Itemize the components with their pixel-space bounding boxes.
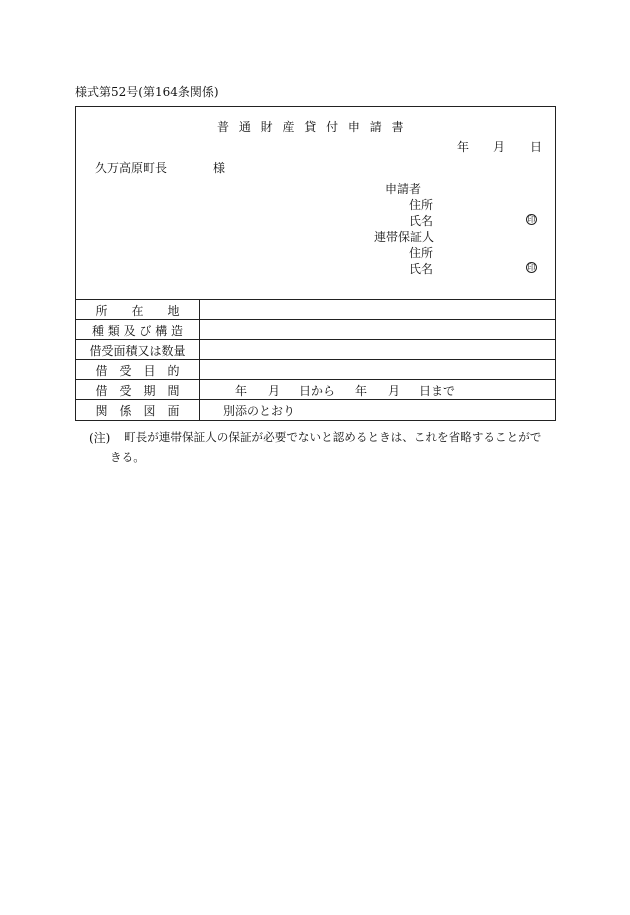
area-quantity-label: 借受面積又は数量 <box>89 343 186 358</box>
guarantor-address-label: 住所 <box>409 246 434 260</box>
period-start-year: 年 <box>235 383 248 398</box>
note-text-line1: 町長が連帯保証人の保証が必要でないと認めるときは、これを省略することがで <box>124 430 542 444</box>
guarantor-name-label: 氏名 <box>409 262 434 276</box>
applicant-address-label: 住所 <box>409 198 434 212</box>
purpose-label: 借 受 目 的 <box>95 363 180 378</box>
guarantor-heading: 連帯保証人 <box>374 230 435 244</box>
period-start-month: 月 <box>268 383 281 398</box>
period-start-day: 日から <box>299 383 336 398</box>
addressee-name: 久万高原町長 <box>95 161 168 175</box>
date-year: 年 <box>457 140 470 154</box>
note-marker: (注) <box>89 431 111 445</box>
applicant-name-label: 氏名 <box>409 214 434 228</box>
period-end-year: 年 <box>355 383 368 398</box>
note-text-line2: きる。 <box>110 450 145 464</box>
date-day: 日 <box>530 140 543 154</box>
date-month: 月 <box>493 140 506 154</box>
drawings-value: 別添のとおり <box>223 403 296 418</box>
guarantor-seal-icon: 印 <box>527 263 536 272</box>
form-title: 普 通 財 産 貸 付 申 請 書 <box>217 120 407 134</box>
period-end-day: 日まで <box>419 383 456 398</box>
application-form <box>75 106 556 421</box>
form-number: 様式第52号(第164条関係) <box>75 85 219 99</box>
period-label: 借 受 期 間 <box>95 383 180 398</box>
applicant-seal-icon: 印 <box>527 215 536 224</box>
addressee-honorific: 様 <box>213 161 226 175</box>
location-label: 所 在 地 <box>95 303 180 318</box>
drawings-label: 関 係 図 面 <box>95 403 180 418</box>
type-structure-label: 種 類 及 び 構 造 <box>91 323 184 338</box>
applicant-heading: 申請者 <box>385 182 422 196</box>
period-end-month: 月 <box>388 383 401 398</box>
column-divider <box>199 299 200 420</box>
